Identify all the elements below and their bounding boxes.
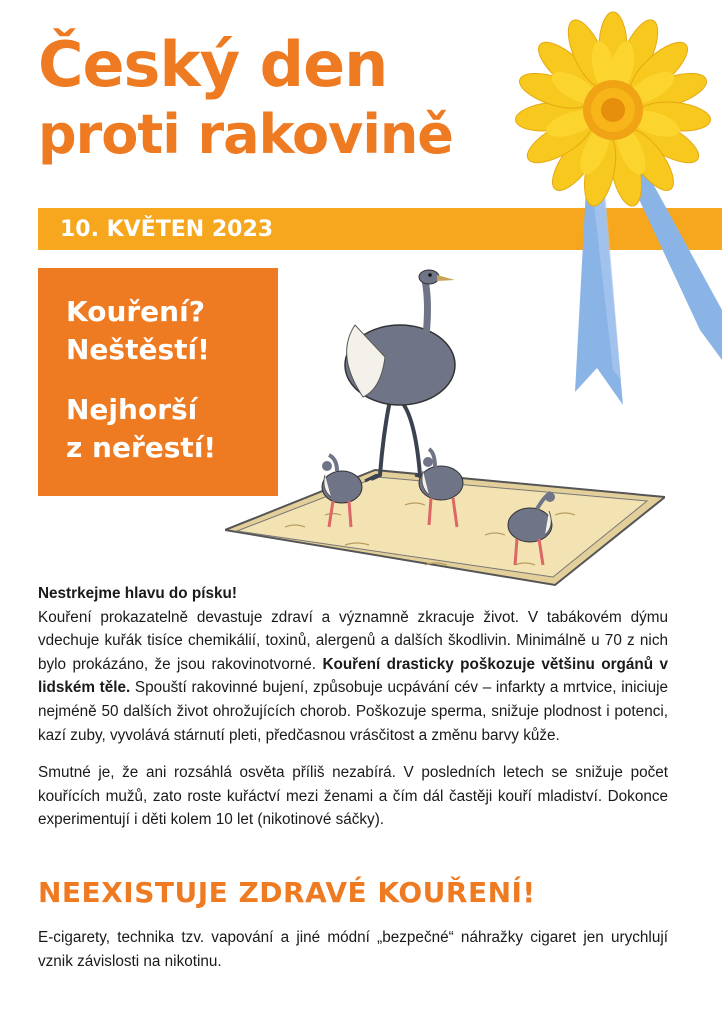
section-text: E-cigarety, technika tzv. vapování a jiné módní „bezpečné“ náhražky cigaret jen urychlují vznik závislosti na nikotinu. bbox=[38, 929, 668, 970]
article-heading: Nestrkejme hlavu do písku! bbox=[38, 585, 237, 602]
slogan-line-3: Nejhorší bbox=[66, 393, 198, 426]
section-title: NEEXISTUJE ZDRAVÉ KOUŘENÍ! bbox=[38, 876, 536, 909]
slogan-line-1: Kouření? bbox=[66, 295, 205, 328]
paragraph-1-text-b: Spouští rakovinné bujení, způsobuje ucpávání cév – infarkty a mrtvice, iniciuje nejméně 50 dalších život ohrožujících chorob. Poškozuje sperma, snižuje plodnost i potenci, kazí zuby, vyvolává stárnutí pleti, předčasnou vrásčitost a změnu barvy kůže. bbox=[38, 679, 668, 744]
slogan-line-4: z neřestí! bbox=[66, 431, 217, 464]
paragraph-1-bold: Kouření drasticky poškozuje většinu orgánů v lidském těle. bbox=[38, 655, 668, 697]
paragraph-1-text-a: Kouření prokazatelně devastuje zdraví a významně zkracuje život. V tabákovém dýmu vdechuje kuřák tisíce chemikálií, toxinů, alergenů a dalších škodlivin. Minimálně u 70 z nich bylo prokázáno, že jsou rakovinotvorné. bbox=[38, 608, 668, 673]
article bbox=[38, 582, 668, 832]
slogan-line-2: Neštěstí! bbox=[66, 333, 210, 366]
title-line-2: proti rakovině bbox=[38, 103, 453, 166]
title-line-1: Český den bbox=[38, 28, 388, 101]
article-paragraph-1 bbox=[38, 606, 668, 748]
ostrich-sandbox-illustration bbox=[225, 265, 665, 595]
article-paragraph-2: Smutné je, že ani rozsáhlá osvěta příliš nezabírá. V posledních letech se snižuje počet kouřících mužů, zato roste kuřáctví mezi ženami a čím dál častěji kouří mladiství. Dokonce experimentují i děti kolem 10 let (nikotinové sáčky). bbox=[38, 764, 668, 829]
page-title bbox=[38, 28, 453, 166]
event-date: 10. KVĚTEN 2023 bbox=[60, 217, 274, 242]
